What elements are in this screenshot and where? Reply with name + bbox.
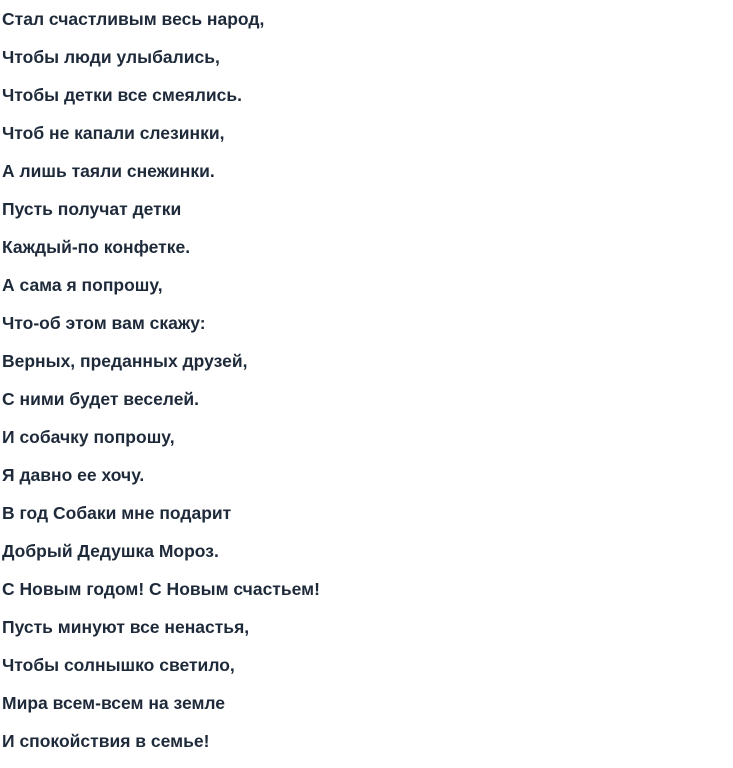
poem-line: Что-об этом вам скажу: (2, 313, 206, 333)
poem-line: С Новым годом! С Новым счастьем! (2, 579, 320, 599)
poem-line: Верных, преданных друзей, (2, 351, 248, 371)
poem-line: Чтобы детки все смеялись. (2, 85, 243, 105)
poem-line: И спокойствия в семье! (2, 731, 210, 751)
poem-line: Каждый-по конфетке. (2, 237, 191, 257)
poem-line: А лишь таяли снежинки. (2, 161, 215, 181)
poem-line: Чтоб не капали слезинки, (2, 123, 225, 143)
poem-line: С ними будет веселей. (2, 389, 200, 409)
poem-line: Пусть получат детки (2, 199, 182, 219)
poem-text (2, 4, 320, 764)
poem-line: Я давно ее хочу. (2, 465, 145, 485)
poem-line: Чтобы солнышко светило, (2, 655, 235, 675)
poem-line: Стал счастливым весь народ, (2, 9, 265, 29)
poem-line: Чтобы люди улыбались, (2, 47, 220, 67)
poem-line: И собачку попрошу, (2, 427, 175, 447)
poem-line: Мира всем-всем на земле (2, 693, 226, 713)
poem-line: Пусть минуют все ненастья, (2, 617, 250, 637)
poem-line: В год Собаки мне подарит (2, 503, 232, 523)
poem-line: А сама я попрошу, (2, 275, 163, 295)
poem-line: Добрый Дедушка Мороз. (2, 541, 219, 561)
